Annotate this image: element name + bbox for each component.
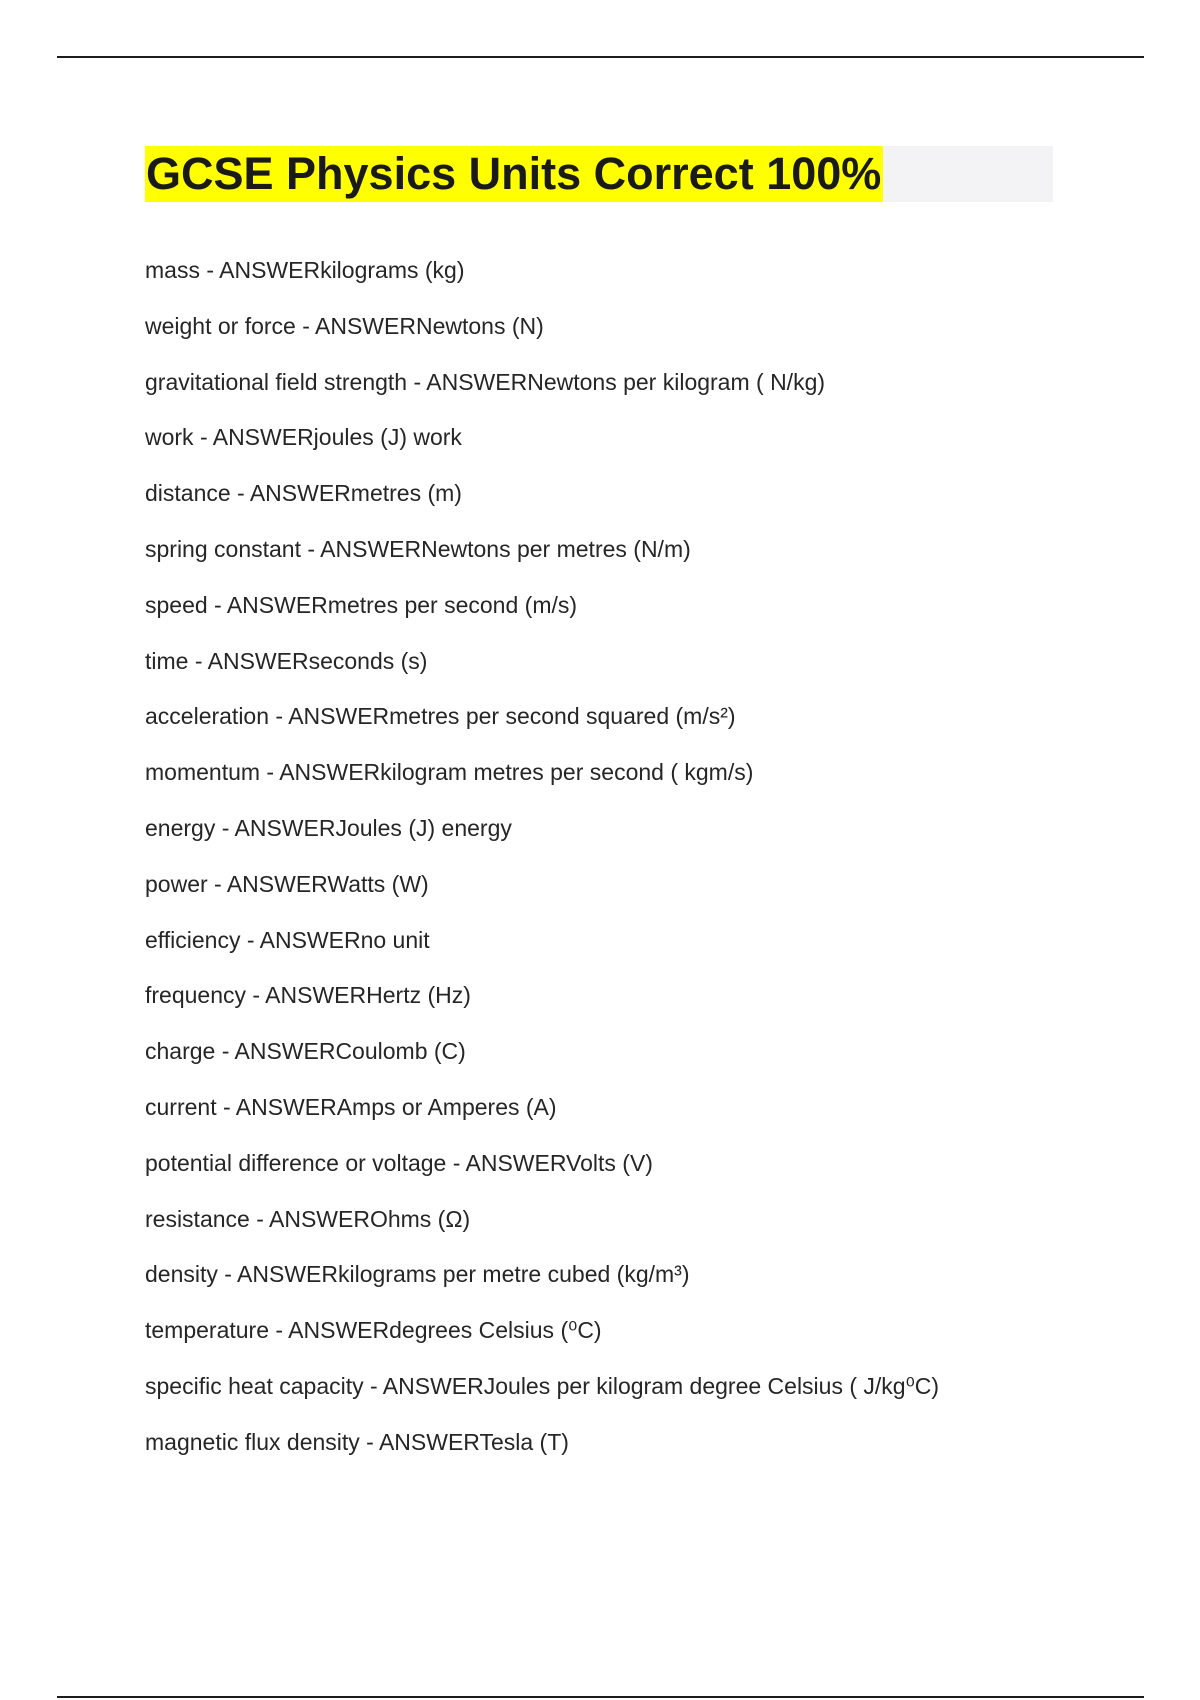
document-title: GCSE Physics Units Correct 100% (145, 146, 883, 202)
list-item: momentum - ANSWERkilogram metres per second ( kgm/s) (145, 759, 754, 786)
title-row (145, 146, 1053, 202)
list-item: mass - ANSWERkilograms (kg) (145, 257, 465, 283)
list-item: current - ANSWERAmps or Amperes (A) (145, 1093, 557, 1120)
list-item: potential difference or voltage - ANSWERVolts (V) (145, 1149, 653, 1176)
list-item: resistance - ANSWEROhms (Ω) (145, 1205, 471, 1232)
list-item: magnetic flux density - ANSWERTesla (T) (145, 1428, 569, 1455)
list-item: spring constant - ANSWERNewtons per metres (N/m) (145, 535, 691, 562)
list-item: density - ANSWERkilograms per metre cubed (kg/m³) (145, 1261, 690, 1288)
top-page-rule (57, 56, 1144, 58)
list-item: distance - ANSWERmetres (m) (145, 480, 462, 507)
list-item: frequency - ANSWERHertz (Hz) (145, 982, 471, 1009)
list-item: energy - ANSWERJoules (J) energy (145, 814, 512, 841)
list-item: time - ANSWERseconds (s) (145, 647, 428, 674)
list-item: work - ANSWERjoules (J) work (145, 424, 462, 451)
bottom-page-rule (57, 1696, 1144, 1698)
list-item: temperature - ANSWERdegrees Celsius (⁰C) (145, 1317, 602, 1344)
list-item: weight or force - ANSWERNewtons (N) (145, 312, 544, 339)
list-item: efficiency - ANSWERno unit (145, 926, 430, 953)
list-item: specific heat capacity - ANSWERJoules per kilogram degree Celsius ( J/kg⁰C) (145, 1372, 940, 1399)
list-item: speed - ANSWERmetres per second (m/s) (145, 591, 578, 618)
list-item: power - ANSWERWatts (W) (145, 870, 429, 897)
answer-list (145, 250, 1095, 1478)
list-item: acceleration - ANSWERmetres per second squared (m/s²) (145, 703, 736, 730)
list-item: charge - ANSWERCoulomb (C) (145, 1038, 466, 1065)
list-item: gravitational field strength - ANSWERNewtons per kilogram ( N/kg) (145, 368, 826, 395)
